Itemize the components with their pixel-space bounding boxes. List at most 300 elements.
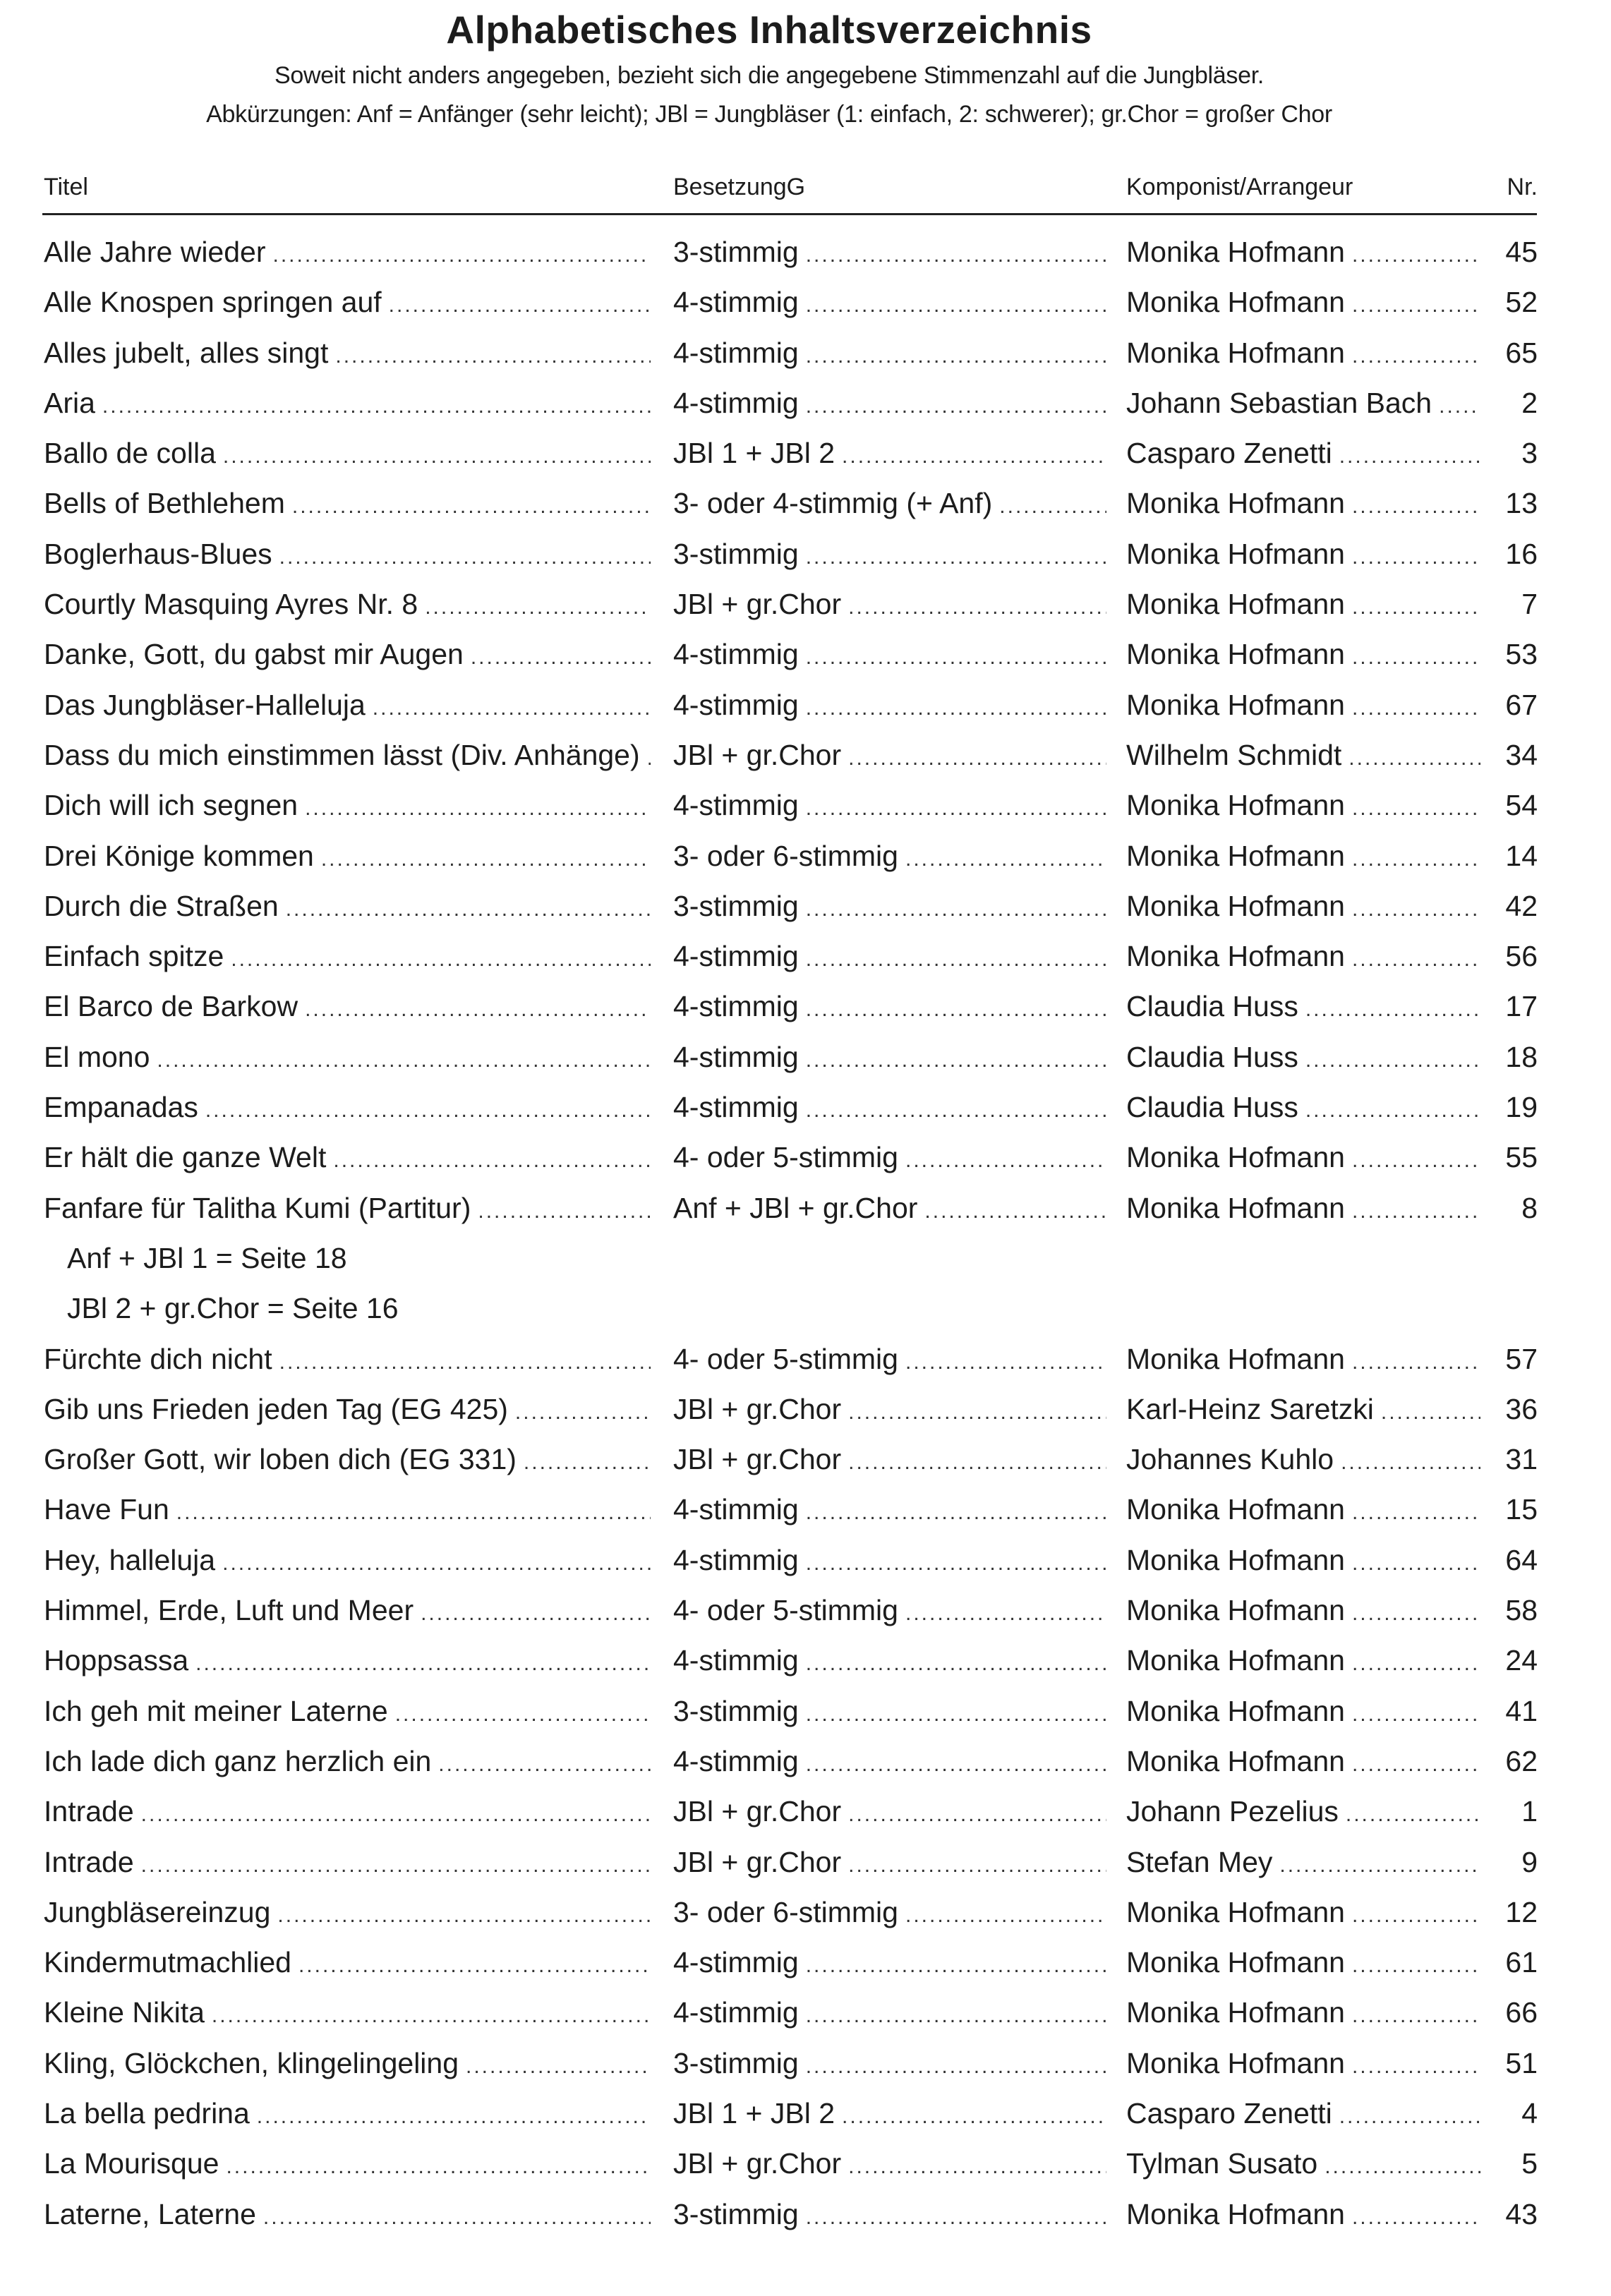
dot-leader (1352, 344, 1480, 368)
entry-scoring-cell (673, 1443, 1106, 1485)
entry-scoring-cell (673, 1996, 1106, 2038)
entry-composer: Tylman Susato (1126, 2147, 1318, 2180)
entry-scoring-cell (673, 789, 1106, 831)
entry-scoring-cell (673, 940, 1106, 982)
index-row (0, 837, 1611, 887)
dot-leader (806, 243, 1106, 267)
column-header-title: Titel (44, 174, 88, 200)
dot-leader (373, 696, 651, 720)
entry-scoring-cell (673, 1343, 1106, 1385)
dot-leader (999, 495, 1106, 519)
dot-leader (471, 646, 651, 670)
dot-leader (1352, 1351, 1480, 1374)
entry-composer-cell (1126, 1896, 1480, 1938)
entry-composer: Monika Hofmann (1126, 638, 1345, 671)
entry-composer-cell (1126, 1141, 1480, 1183)
entry-title-cell (44, 789, 651, 831)
index-note-row (0, 1239, 1611, 1289)
dot-leader (279, 545, 651, 569)
entry-scoring: JBl + gr.Chor (673, 1443, 842, 1476)
dot-leader (848, 1401, 1106, 1425)
index-row (0, 937, 1611, 987)
entry-title: Kindermutmachlied (44, 1946, 291, 1979)
entry-scoring-cell (673, 1745, 1106, 1787)
entry-scoring: 3-stimmig (673, 2046, 799, 2079)
entry-number: 2 (1521, 386, 1538, 419)
dot-leader (1352, 294, 1480, 318)
entry-scoring-cell (673, 990, 1106, 1032)
dot-leader (806, 1703, 1106, 1727)
entry-number: 9 (1521, 1845, 1538, 1878)
entry-number: 18 (1505, 1040, 1538, 1073)
dot-leader (292, 495, 651, 519)
entry-scoring: 4- oder 5-stimmig (673, 1342, 898, 1375)
entry-title: Alle Knospen springen auf (44, 286, 382, 319)
entry-scoring: JBl 1 + JBl 2 (673, 2096, 835, 2129)
dot-leader (195, 1652, 651, 1676)
dot-leader (848, 2155, 1106, 2179)
dot-leader (806, 1049, 1106, 1073)
index-row (0, 2195, 1611, 2245)
entry-composer: Monika Hofmann (1126, 1946, 1345, 1979)
abbreviations-note: Abkürzungen: Anf = Anfänger (sehr leicht); JBl = Jungbläser (1: einfach, 2: schwerer); gr.Chor = großer Chor (206, 101, 1332, 128)
entry-title: El Barco de Barkow (44, 990, 298, 1023)
index-row (0, 1792, 1611, 1842)
entry-title-cell (44, 940, 651, 982)
intro-note: Soweit nicht anders angegeben, bezieht sich die angegebene Stimmenzahl auf die Jungbläser. (274, 62, 1264, 89)
entry-scoring: 4- oder 5-stimmig (673, 1141, 898, 1174)
entry-composer-cell (1126, 1644, 1480, 1686)
entry-title-cell (44, 990, 651, 1032)
entry-number: 64 (1505, 1543, 1538, 1576)
entry-number: 15 (1505, 1493, 1538, 1526)
dot-leader (806, 2206, 1106, 2230)
entry-title-cell (44, 1695, 651, 1737)
entry-composer-cell (1126, 538, 1480, 580)
entry-number: 61 (1505, 1946, 1538, 1979)
entry-composer: Stefan Mey (1126, 1845, 1273, 1878)
dot-leader (848, 1854, 1106, 1878)
dot-leader (176, 1501, 651, 1525)
dot-leader (1352, 1753, 1480, 1777)
index-row (0, 1138, 1611, 1188)
entry-number: 66 (1505, 1996, 1538, 2029)
entry-title: La bella pedrina (44, 2096, 250, 2129)
entry-scoring-cell (673, 1594, 1106, 1636)
page-title: Alphabetisches Inhaltsverzeichnis (446, 8, 1092, 52)
entry-scoring: 4-stimmig (673, 1040, 799, 1073)
entry-title: Ich lade dich ganz herzlich ein (44, 1744, 432, 1777)
entry-composer: Monika Hofmann (1126, 1141, 1345, 1174)
entry-composer: Monika Hofmann (1126, 940, 1345, 973)
header-divider (42, 213, 1537, 215)
dot-leader (222, 1552, 651, 1576)
entry-scoring-cell (673, 538, 1106, 580)
entry-composer-cell (1126, 1192, 1480, 1234)
dot-leader (205, 1099, 651, 1123)
entry-title-cell (44, 1393, 651, 1435)
entry-scoring-cell (673, 1041, 1106, 1083)
index-row (0, 1742, 1611, 1792)
index-row (0, 1641, 1611, 1691)
index-row (0, 1390, 1611, 1440)
entry-scoring: JBl + gr.Chor (673, 1392, 842, 1425)
entry-scoring: 4-stimmig (673, 688, 799, 721)
entry-composer-cell (1126, 940, 1480, 982)
entry-composer-cell (1126, 2047, 1480, 2089)
entry-composer-cell (1126, 689, 1480, 731)
entry-composer-cell (1126, 1745, 1480, 1787)
entry-scoring: JBl 1 + JBl 2 (673, 437, 835, 470)
entry-composer: Johann Pezelius (1126, 1795, 1339, 1828)
entry-title-cell (44, 2047, 651, 2089)
entry-composer-cell (1126, 487, 1480, 529)
dot-leader (806, 2055, 1106, 2079)
entry-composer: Monika Hofmann (1126, 1493, 1345, 1526)
entry-title-cell (44, 2198, 651, 2240)
dot-leader (1381, 1401, 1480, 1425)
dot-leader (1352, 696, 1480, 720)
entry-scoring-cell (673, 739, 1106, 781)
entry-title-cell (44, 1996, 651, 2038)
dot-leader (1352, 2206, 1480, 2230)
entry-number: 62 (1505, 1744, 1538, 1777)
dot-leader (1341, 1451, 1480, 1475)
entry-composer-cell (1126, 2097, 1480, 2139)
index-note-row (0, 1289, 1611, 1339)
dot-leader (1352, 948, 1480, 972)
entry-number: 36 (1505, 1392, 1538, 1425)
dot-leader (806, 797, 1106, 821)
entry-number: 67 (1505, 688, 1538, 721)
entry-number: 16 (1505, 537, 1538, 570)
entry-scoring: JBl + gr.Chor (673, 738, 842, 771)
entry-scoring: 4-stimmig (673, 1091, 799, 1124)
entry-composer-cell (1126, 1091, 1480, 1133)
entry-composer: Claudia Huss (1126, 1040, 1298, 1073)
entry-scoring-cell (673, 437, 1106, 479)
dot-leader (806, 2004, 1106, 2028)
index-row (0, 1541, 1611, 1591)
entry-title: Einfach spitze (44, 940, 224, 973)
entry-composer: Claudia Huss (1126, 990, 1298, 1023)
dot-leader (286, 898, 651, 922)
entry-composer-cell (1126, 337, 1480, 379)
entry-composer: Monika Hofmann (1126, 1996, 1345, 2029)
entry-composer-cell (1126, 1996, 1480, 2038)
entry-number: 55 (1505, 1141, 1538, 1174)
dot-leader (1352, 898, 1480, 922)
entry-composer-cell (1126, 890, 1480, 932)
entry-composer-cell (1126, 286, 1480, 328)
dot-leader (806, 998, 1106, 1022)
dot-leader (395, 1703, 651, 1727)
entry-composer: Monika Hofmann (1126, 487, 1345, 520)
entry-composer-cell (1126, 638, 1480, 680)
dot-leader (1352, 1501, 1480, 1525)
dot-leader (905, 847, 1106, 871)
dot-leader (1352, 646, 1480, 670)
entry-composer-cell (1126, 2147, 1480, 2189)
column-header-composer: Komponist/Arrangeur (1126, 174, 1353, 200)
entry-composer-cell (1126, 1795, 1480, 1837)
entry-title-cell (44, 236, 651, 278)
entry-number: 51 (1505, 2046, 1538, 2079)
dot-leader (333, 1149, 651, 1173)
entry-composer-cell (1126, 1594, 1480, 1636)
entry-scoring-cell (673, 1493, 1106, 1535)
entry-title-cell (44, 1896, 651, 1938)
dot-leader (257, 2105, 651, 2129)
entry-composer-cell (1126, 739, 1480, 781)
entry-number: 7 (1521, 588, 1538, 621)
entry-scoring-cell (673, 1192, 1106, 1234)
entry-title-cell (44, 1594, 651, 1636)
dot-leader (806, 696, 1106, 720)
entry-title: Intrade (44, 1845, 134, 1878)
entry-scoring-cell (673, 588, 1106, 630)
entry-composer: Monika Hofmann (1126, 839, 1345, 872)
entry-title: Ballo de colla (44, 437, 216, 470)
entry-scoring: 4-stimmig (673, 1946, 799, 1979)
entry-composer: Monika Hofmann (1126, 1342, 1345, 1375)
dot-leader (905, 1904, 1106, 1928)
dot-leader (157, 1049, 651, 1073)
entry-scoring-cell (673, 2147, 1106, 2189)
entry-title: Aria (44, 386, 95, 419)
dot-leader (1339, 445, 1480, 469)
entry-scoring: 4-stimmig (673, 940, 799, 973)
dot-leader (231, 948, 651, 972)
entry-number: 34 (1505, 738, 1538, 771)
dot-leader (1352, 243, 1480, 267)
entry-scoring: 3- oder 6-stimmig (673, 1895, 898, 1928)
entry-title: Hoppsassa (44, 1644, 189, 1677)
entry-composer-cell (1126, 1846, 1480, 1888)
dot-leader (1352, 1552, 1480, 1576)
dot-leader (1305, 998, 1480, 1022)
entry-title: Himmel, Erde, Luft und Meer (44, 1594, 414, 1627)
entry-composer: Monika Hofmann (1126, 1594, 1345, 1627)
entry-scoring: 4-stimmig (673, 1493, 799, 1526)
dot-leader (806, 1652, 1106, 1676)
entry-scoring-cell (673, 387, 1106, 429)
entry-composer-cell (1126, 840, 1480, 882)
index-row (0, 1088, 1611, 1138)
entry-composer: Monika Hofmann (1126, 688, 1345, 721)
entry-composer: Monika Hofmann (1126, 889, 1345, 922)
dot-leader (924, 1200, 1106, 1223)
entry-title-cell (44, 286, 651, 328)
index-row (0, 233, 1611, 283)
entry-number: 52 (1505, 286, 1538, 319)
entry-scoring: 3- oder 6-stimmig (673, 839, 898, 872)
index-row (0, 686, 1611, 736)
dot-leader (212, 2004, 651, 2028)
index-row (0, 1893, 1611, 1943)
index-row (0, 1038, 1611, 1088)
entry-scoring-cell (673, 1141, 1106, 1183)
dot-leader (848, 747, 1106, 771)
index-row (0, 736, 1611, 786)
dot-leader (848, 596, 1106, 620)
entry-scoring-cell (673, 2198, 1106, 2240)
entry-composer: Casparo Zenetti (1126, 437, 1332, 470)
index-row (0, 1843, 1611, 1893)
entry-title: Dich will ich segnen (44, 789, 298, 822)
dot-leader (905, 1351, 1106, 1374)
index-row (0, 1591, 1611, 1641)
entry-composer: Monika Hofmann (1126, 2046, 1345, 2079)
dot-leader (1279, 1854, 1480, 1878)
dot-leader (1352, 495, 1480, 519)
entry-title: Danke, Gott, du gabst mir Augen (44, 638, 464, 671)
dot-leader (806, 1501, 1106, 1525)
entry-scoring-cell (673, 487, 1106, 529)
dot-leader (478, 1200, 651, 1223)
entry-title-cell (44, 1745, 651, 1787)
entry-title-cell (44, 638, 651, 680)
dot-leader (425, 596, 651, 620)
dot-leader (1305, 1049, 1480, 1073)
entry-scoring-cell (673, 1695, 1106, 1737)
entry-scoring: JBl + gr.Chor (673, 2147, 842, 2180)
entry-scoring-cell (673, 638, 1106, 680)
dot-leader (438, 1753, 651, 1777)
entry-title: Er hält die ganze Welt (44, 1141, 327, 1174)
entry-composer: Karl-Heinz Saretzki (1126, 1392, 1374, 1425)
dot-leader (1352, 1904, 1480, 1928)
dot-leader (1352, 847, 1480, 871)
dot-leader (277, 1904, 651, 1928)
entry-composer: Claudia Huss (1126, 1091, 1298, 1124)
entry-title: Fanfare für Talitha Kumi (Partitur) (44, 1191, 471, 1224)
entry-scoring-cell (673, 1846, 1106, 1888)
entry-composer: Monika Hofmann (1126, 588, 1345, 621)
entry-number: 5 (1521, 2147, 1538, 2180)
entry-title: Drei Könige kommen (44, 839, 314, 872)
entry-title-cell (44, 1141, 651, 1183)
dot-leader (806, 344, 1106, 368)
entry-scoring: 4-stimmig (673, 638, 799, 671)
dot-leader (905, 1602, 1106, 1626)
entry-title-cell (44, 1192, 651, 1234)
entry-scoring: 3-stimmig (673, 537, 799, 570)
entry-title: La Mourisque (44, 2147, 219, 2180)
entry-number: 8 (1521, 1191, 1538, 1224)
index-row (0, 535, 1611, 585)
index-row (0, 2094, 1611, 2144)
index-row (0, 484, 1611, 534)
entry-scoring: 4-stimmig (673, 1644, 799, 1677)
dot-leader (305, 998, 651, 1022)
entry-scoring: 4-stimmig (673, 386, 799, 419)
entry-title: Ich geh mit meiner Laterne (44, 1694, 388, 1727)
dot-leader (102, 394, 651, 418)
entry-title-cell (44, 487, 651, 529)
dot-leader (263, 2206, 651, 2230)
entry-title-cell (44, 1443, 651, 1485)
dot-leader (1352, 1200, 1480, 1223)
index-row (0, 334, 1611, 384)
dot-leader (1439, 394, 1480, 418)
dot-leader (1348, 747, 1480, 771)
entry-composer: Monika Hofmann (1126, 1895, 1345, 1928)
entry-scoring-cell (673, 1946, 1106, 1988)
entry-scoring-cell (673, 286, 1106, 328)
entry-scoring: JBl + gr.Chor (673, 1795, 842, 1828)
entry-composer: Monika Hofmann (1126, 236, 1345, 268)
entry-title: Alles jubelt, alles singt (44, 336, 329, 369)
index-row (0, 434, 1611, 484)
index-row (0, 2044, 1611, 2094)
entry-number: 14 (1505, 839, 1538, 872)
dot-leader (1352, 596, 1480, 620)
dot-leader (806, 948, 1106, 972)
entry-title-cell (44, 1946, 651, 1988)
dot-leader (1346, 1803, 1480, 1827)
entry-scoring-cell (673, 337, 1106, 379)
entry-scoring: 3-stimmig (673, 1694, 799, 1727)
entry-title: Empanadas (44, 1091, 198, 1124)
entry-number: 19 (1505, 1091, 1538, 1124)
entry-title-cell (44, 689, 651, 731)
entry-title: Durch die Straßen (44, 889, 279, 922)
index-row (0, 585, 1611, 635)
column-header-scoring: BesetzungG (673, 174, 806, 200)
entry-scoring-cell (673, 2047, 1106, 2089)
index-row (0, 1943, 1611, 1993)
index-table (0, 233, 1611, 2245)
entry-composer-cell (1126, 1343, 1480, 1385)
dot-leader (321, 847, 651, 871)
dot-leader (806, 1099, 1106, 1123)
index-row (0, 1340, 1611, 1390)
entry-composer: Monika Hofmann (1126, 1744, 1345, 1777)
dot-leader (279, 1351, 651, 1374)
dot-leader (1352, 2055, 1480, 2079)
entry-title: Bells of Bethlehem (44, 487, 285, 520)
dot-leader (1325, 2155, 1480, 2179)
entry-number: 12 (1505, 1895, 1538, 1928)
index-note: Anf + JBl 1 = Seite 18 (67, 1241, 347, 1274)
entry-composer-cell (1126, 1493, 1480, 1535)
entry-number: 43 (1505, 2197, 1538, 2230)
entry-title-cell (44, 739, 651, 781)
dot-leader (141, 1803, 651, 1827)
entry-scoring: 4- oder 5-stimmig (673, 1594, 898, 1627)
dot-leader (806, 545, 1106, 569)
entry-title: Großer Gott, wir loben dich (EG 331) (44, 1443, 517, 1476)
entry-composer-cell (1126, 1443, 1480, 1485)
entry-composer-cell (1126, 990, 1480, 1032)
index-row (0, 1440, 1611, 1490)
entry-composer-cell (1126, 437, 1480, 479)
entry-title: Have Fun (44, 1493, 169, 1526)
index-row (0, 987, 1611, 1037)
dot-leader (1352, 1602, 1480, 1626)
entry-scoring: 3- oder 4-stimmig (+ Anf) (673, 487, 993, 520)
entry-number: 31 (1505, 1443, 1538, 1476)
entry-scoring-cell (673, 1393, 1106, 1435)
entry-scoring-cell (673, 236, 1106, 278)
entry-composer-cell (1126, 588, 1480, 630)
entry-title: Dass du mich einstimmen lässt (Div. Anhänge) (44, 738, 640, 771)
entry-composer: Wilhelm Schmidt (1126, 738, 1342, 771)
dot-leader (305, 797, 651, 821)
entry-scoring-cell (673, 890, 1106, 932)
dot-leader (806, 1954, 1106, 1978)
